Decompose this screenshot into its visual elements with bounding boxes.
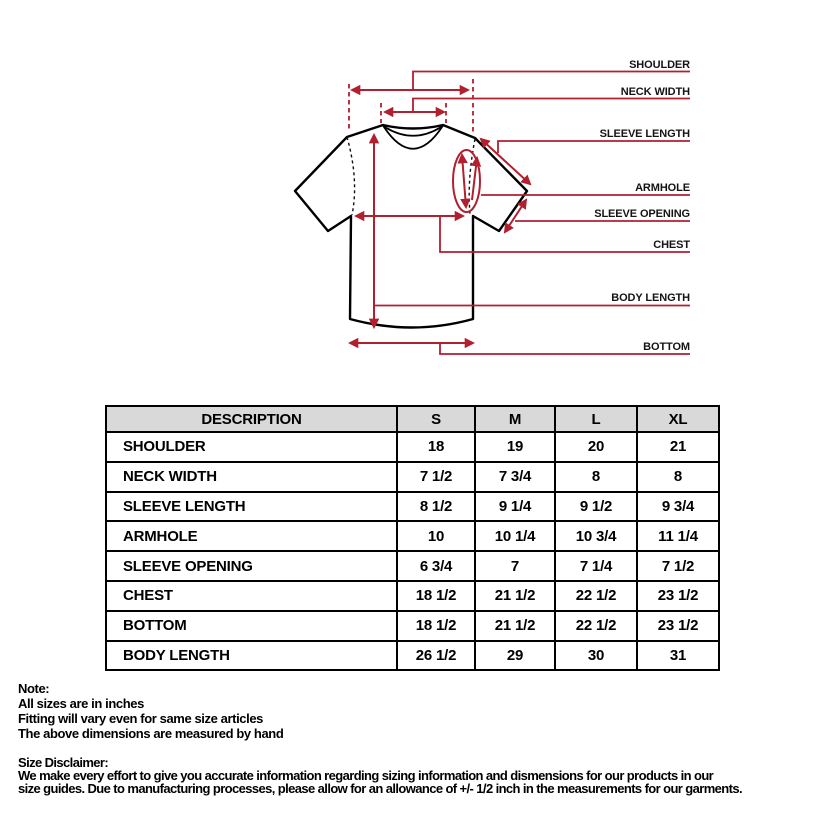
sleeve-length-connector	[498, 141, 690, 153]
table-row	[106, 492, 719, 522]
row-label: SHOULDER	[106, 432, 397, 462]
table-row	[106, 521, 719, 551]
header-size-l: L	[555, 406, 637, 432]
disclaimer-title: Size Disclaimer:	[18, 755, 109, 770]
row-label: SLEEVE OPENING	[106, 551, 397, 581]
row-label: ARMHOLE	[106, 521, 397, 551]
cell-value: 7 1/4	[555, 551, 637, 581]
tshirt-outline	[295, 125, 527, 328]
note-line: The above dimensions are measured by hand	[18, 726, 284, 741]
cell-value: 8 1/2	[397, 492, 475, 522]
cell-value: 9 3/4	[637, 492, 719, 522]
size-table	[105, 405, 720, 671]
cell-value: 22 1/2	[555, 611, 637, 641]
cell-value: 11 1/4	[637, 521, 719, 551]
diagram-label-bottom: BOTTOM	[643, 341, 690, 353]
diagram-label-chest: CHEST	[653, 239, 690, 251]
notes-title: Note:	[18, 681, 50, 696]
cell-value: 23 1/2	[637, 611, 719, 641]
table-row	[106, 432, 719, 462]
tshirt-illustration	[295, 125, 527, 328]
cell-value: 21 1/2	[475, 611, 555, 641]
note-line: Fitting will vary even for same size articles	[18, 711, 263, 726]
header-size-xl: XL	[637, 406, 719, 432]
diagram-label-body-length: BODY LENGTH	[611, 292, 690, 304]
cell-value: 7 1/2	[397, 462, 475, 492]
diagram-label-sleeve-opening: SLEEVE OPENING	[594, 208, 690, 220]
cell-value: 21 1/2	[475, 581, 555, 611]
row-label: BODY LENGTH	[106, 641, 397, 671]
cell-value: 26 1/2	[397, 641, 475, 671]
cell-value: 30	[555, 641, 637, 671]
cell-value: 8	[555, 462, 637, 492]
diagram-label-shoulder: SHOULDER	[629, 59, 690, 71]
table-row	[106, 641, 719, 671]
cell-value: 31	[637, 641, 719, 671]
table-row	[106, 611, 719, 641]
cell-value: 7	[475, 551, 555, 581]
cell-value: 18 1/2	[397, 581, 475, 611]
table-row	[106, 551, 719, 581]
cell-value: 10 3/4	[555, 521, 637, 551]
cell-value: 7 3/4	[475, 462, 555, 492]
cell-value: 29	[475, 641, 555, 671]
disclaimer-line: We make every effort to give you accurate information regarding sizing information and dismensions for our products in our	[18, 767, 714, 783]
diagram-label-sleeve-length: SLEEVE LENGTH	[599, 128, 690, 140]
diagram-label-armhole: ARMHOLE	[635, 182, 690, 194]
row-label: SLEEVE LENGTH	[106, 492, 397, 522]
cell-value: 18	[397, 432, 475, 462]
row-label: CHEST	[106, 581, 397, 611]
cell-value: 9 1/4	[475, 492, 555, 522]
row-label: NECK WIDTH	[106, 462, 397, 492]
notes-block	[18, 681, 283, 741]
table-row	[106, 462, 719, 492]
note-line: All sizes are in inches	[18, 696, 144, 711]
cell-value: 23 1/2	[637, 581, 719, 611]
size-diagram	[0, 0, 825, 395]
header-description: DESCRIPTION	[106, 406, 397, 432]
table-header-row	[106, 406, 719, 432]
neck-width-connector	[413, 99, 690, 112]
cell-value: 10 1/4	[475, 521, 555, 551]
cell-value: 19	[475, 432, 555, 462]
cell-value: 18 1/2	[397, 611, 475, 641]
header-size-m: M	[475, 406, 555, 432]
header-size-s: S	[397, 406, 475, 432]
table-row	[106, 581, 719, 611]
cell-value: 9 1/2	[555, 492, 637, 522]
disclaimer-block	[18, 757, 742, 796]
row-label: BOTTOM	[106, 611, 397, 641]
cell-value: 21	[637, 432, 719, 462]
disclaimer-line: size guides. Due to manufacturing processes, please allow for an allowance of +/- 1/2 inch in the measurements for our garments.	[18, 780, 742, 796]
cell-value: 20	[555, 432, 637, 462]
cell-value: 8	[637, 462, 719, 492]
cell-value: 6 3/4	[397, 551, 475, 581]
cell-value: 10	[397, 521, 475, 551]
diagram-label-neck-width: NECK WIDTH	[620, 86, 690, 98]
cell-value: 7 1/2	[637, 551, 719, 581]
cell-value: 22 1/2	[555, 581, 637, 611]
